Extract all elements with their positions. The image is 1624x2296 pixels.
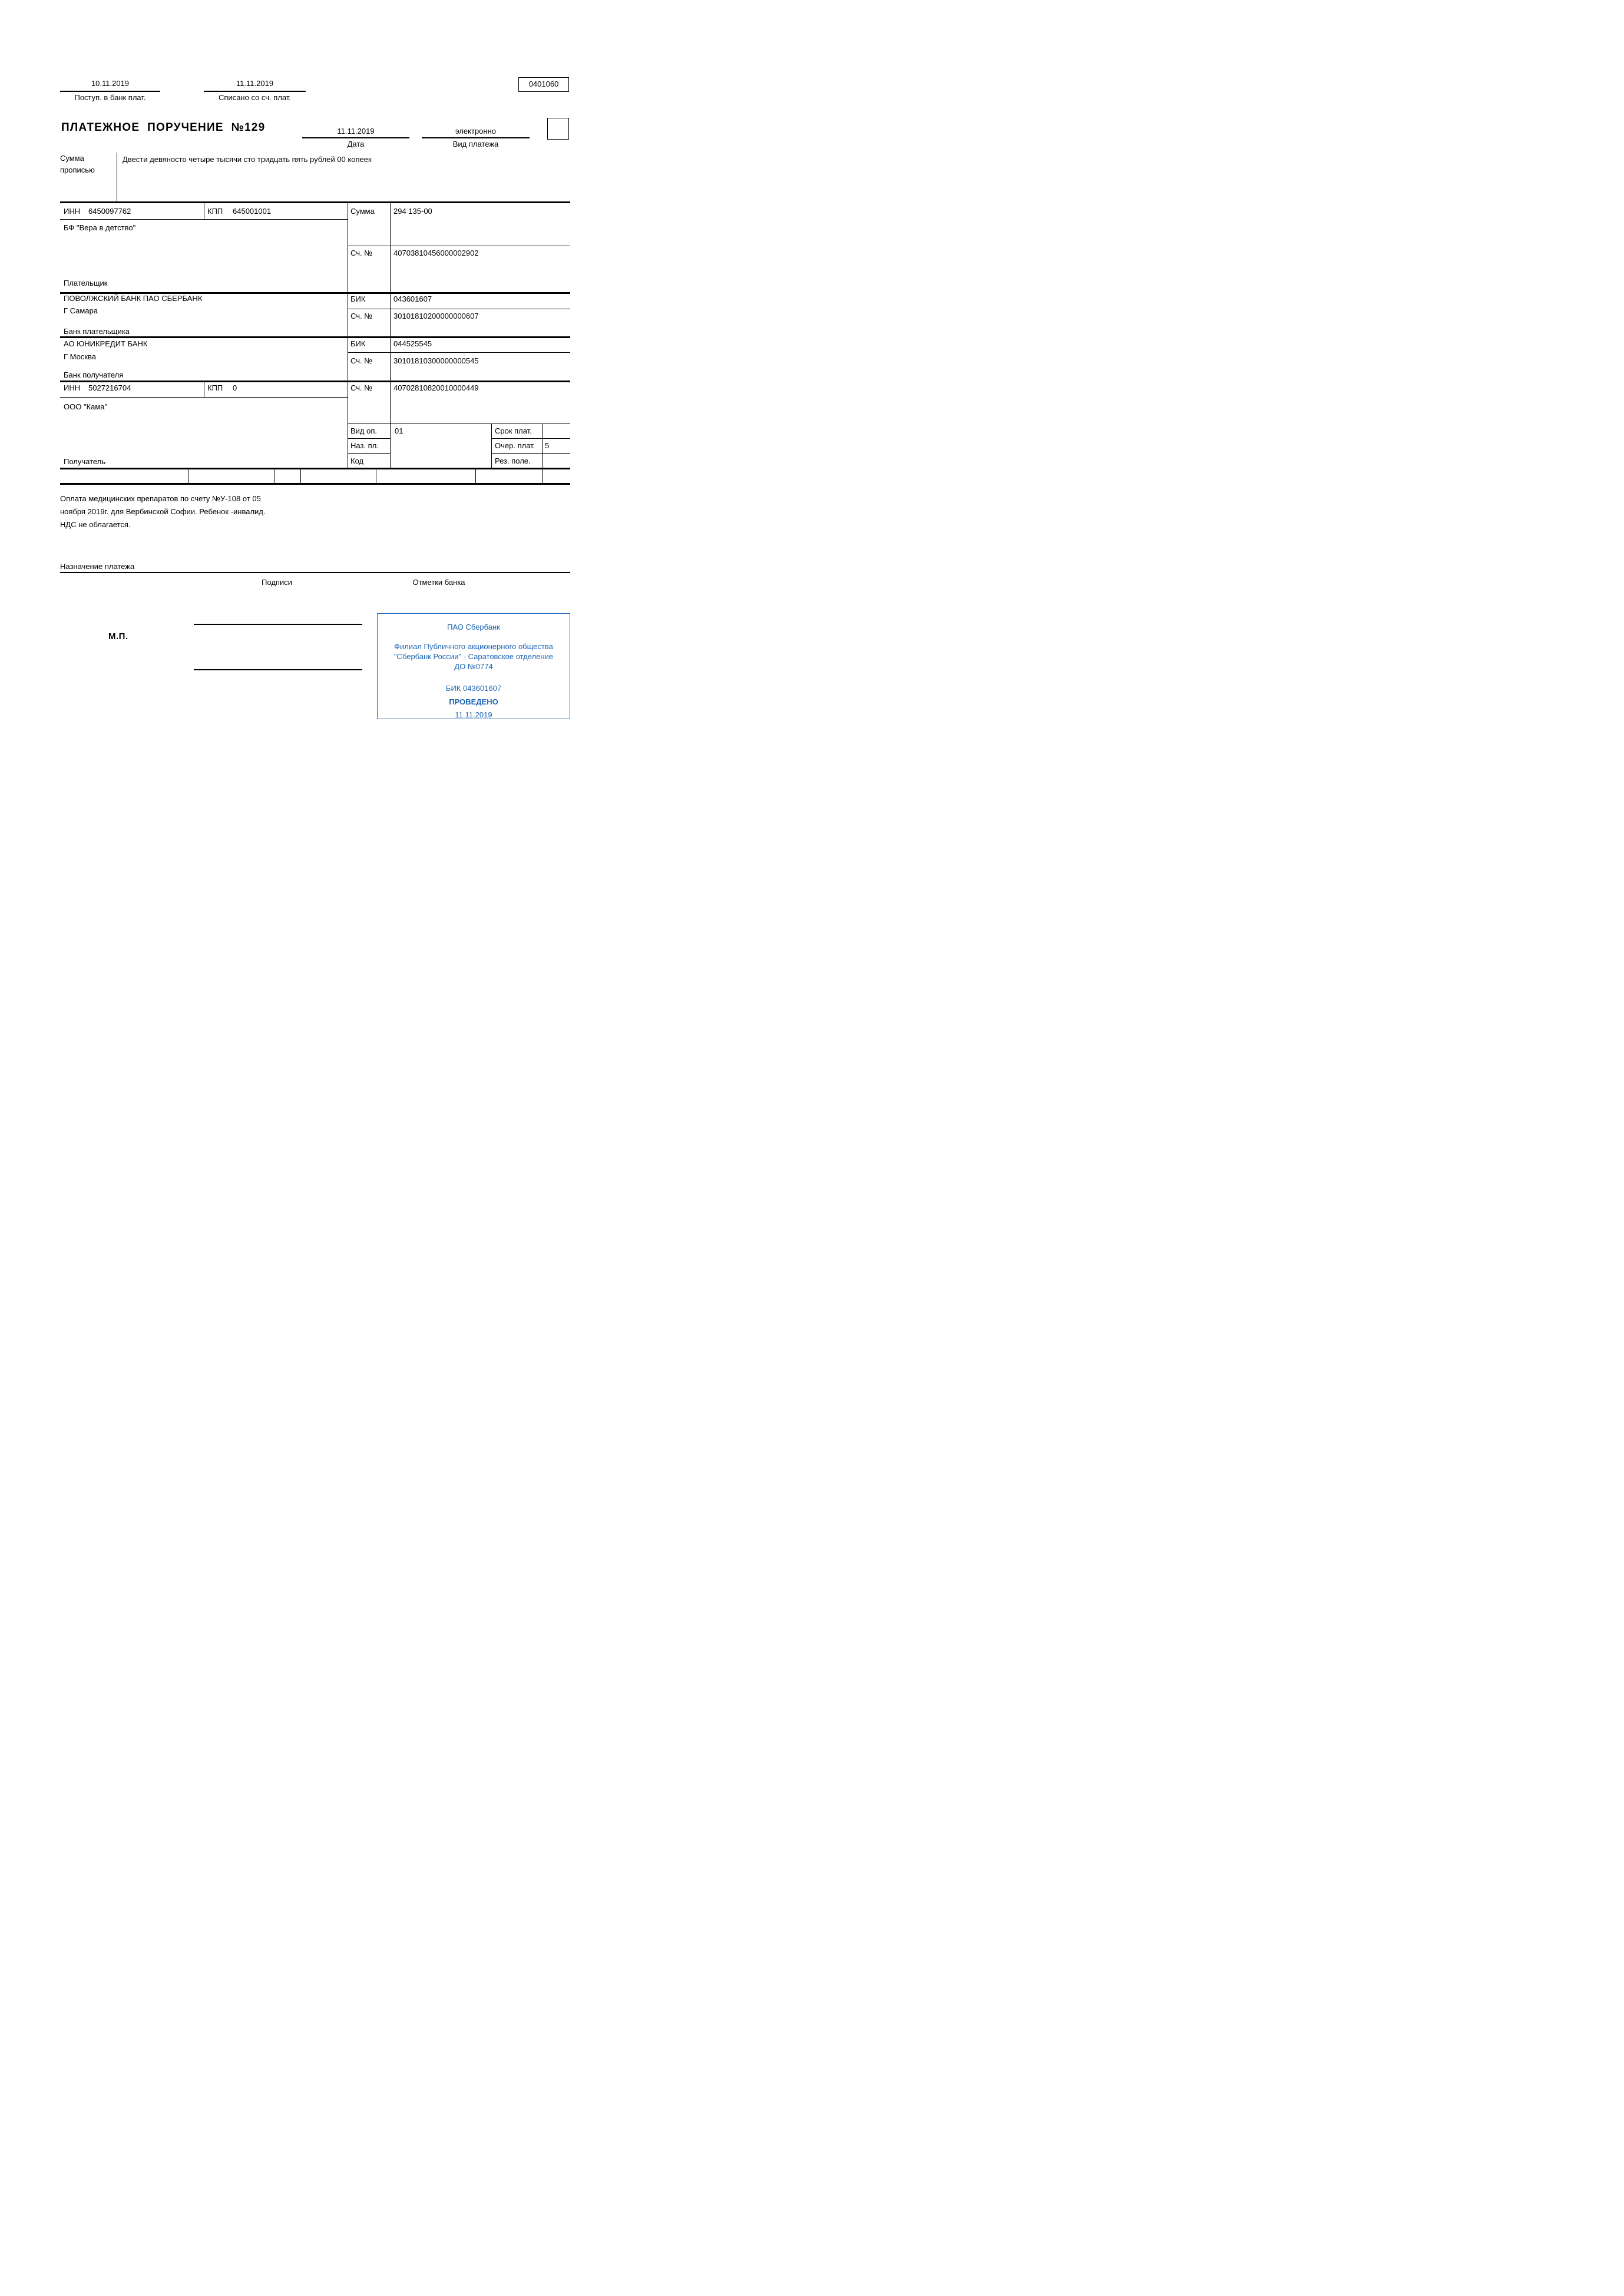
beneficiary-kpp-label: КПП xyxy=(207,383,223,392)
beneficiary-bank-section-label: Банк получателя xyxy=(64,370,124,379)
rule-line xyxy=(204,91,306,92)
payment-kind-label: Вид платежа xyxy=(452,140,499,148)
payer-name: БФ "Вера в детство" xyxy=(64,223,136,232)
received-in-bank-date: 10.11.2019 xyxy=(91,79,130,88)
purpose-code-label: Наз. пл. xyxy=(350,441,379,450)
payer-bank-bik-label: БИК xyxy=(350,295,366,303)
debited-from-account-date: 11.11.2019 xyxy=(236,79,274,88)
stamp-bik: БИК 043601607 xyxy=(445,684,502,693)
beneficiary-section-label: Получатель xyxy=(64,457,106,466)
stamp-branch-line-2: "Сбербанк России" - Саратовское отделение xyxy=(393,652,554,661)
priority-label: Очер. плат. xyxy=(495,441,535,450)
beneficiary-bank-bik-value: 044525545 xyxy=(393,339,432,348)
rule-line xyxy=(60,292,570,294)
payer-bank-bik-value: 043601607 xyxy=(393,295,432,303)
beneficiary-inn-value: 5027216704 xyxy=(88,383,131,392)
reserve-field-label: Рез. поле. xyxy=(495,456,531,465)
payer-bank-name: ПОВОЛЖСКИЙ БАНК ПАО СБЕРБАНК xyxy=(64,294,203,303)
purpose-line-3: НДС не облагается. xyxy=(60,520,131,529)
payment-kind-value: электронно xyxy=(455,127,496,135)
payer-account-label: Сч. № xyxy=(350,249,373,257)
payer-kpp-value: 645001001 xyxy=(233,207,272,216)
rule-line xyxy=(60,91,160,92)
op-kind-value: 01 xyxy=(395,426,403,435)
due-date-label: Срок плат. xyxy=(495,426,532,435)
rule-line xyxy=(60,397,348,398)
stamp-place-label: М.П. xyxy=(108,631,128,641)
code-label: Код xyxy=(350,456,364,465)
payer-bank-account-value: 30101810200000000607 xyxy=(393,312,479,320)
rule-line xyxy=(60,381,570,382)
beneficiary-bank-bik-label: БИК xyxy=(350,339,366,348)
purpose-line-1: Оплата медицинских препаратов по счету №У-108 от 05 xyxy=(60,494,261,503)
beneficiary-bank-city: Г Москва xyxy=(64,352,97,361)
stamp-branch-line-3: ДО №0774 xyxy=(454,662,493,671)
rule-line xyxy=(60,468,570,469)
rule-line xyxy=(60,336,570,338)
payer-inn-label: ИНН xyxy=(64,207,81,216)
sum-value: 294 135-00 xyxy=(393,207,432,216)
payer-bank-section-label: Банк плательщика xyxy=(64,327,130,336)
stamp-status: ПРОВЕДЕНО xyxy=(449,697,498,706)
rule-line xyxy=(542,424,543,483)
rule-line xyxy=(300,468,301,483)
beneficiary-kpp-value: 0 xyxy=(233,383,237,392)
bank-stamp xyxy=(377,613,570,719)
amount-in-words: Двести девяносто четыре тысячи сто тридцать пять рублей 00 копеек xyxy=(123,155,372,164)
stamp-date: 11.11.2019 xyxy=(455,710,492,719)
rule-line xyxy=(348,453,390,454)
stamp-branch-line-1: Филиал Публичного акционерного общества xyxy=(394,642,553,651)
beneficiary-bank-account-value: 30101810300000000545 xyxy=(393,356,479,365)
payer-section-label: Плательщик xyxy=(64,279,108,287)
received-in-bank-label: Поступ. в банк плат. xyxy=(74,93,146,102)
form-code-box xyxy=(518,77,569,92)
purpose-line-2: ноября 2019г. для Вербинской Софии. Ребенок -инвалид. xyxy=(60,507,266,516)
payer-account-value: 40703810456000002902 xyxy=(393,249,479,257)
beneficiary-inn-label: ИНН xyxy=(64,383,81,392)
beneficiary-account-value: 40702810820010000449 xyxy=(393,383,479,392)
payment-order-document xyxy=(0,0,650,918)
document-date: 11.11.2019 xyxy=(337,127,375,135)
purpose-section-label: Назначение платежа xyxy=(60,562,135,571)
rule-line xyxy=(60,572,570,573)
rule-line xyxy=(390,201,391,468)
debited-from-account-label: Списано со сч. плат. xyxy=(219,93,291,102)
beneficiary-account-label: Сч. № xyxy=(350,383,373,392)
rule-line xyxy=(491,438,570,439)
op-kind-label: Вид оп. xyxy=(350,426,378,435)
sum-label: Сумма xyxy=(350,207,375,216)
priority-value: 5 xyxy=(545,441,550,450)
beneficiary-bank-account-label: Сч. № xyxy=(350,356,373,365)
beneficiary-bank-name: АО ЮНИКРЕДИТ БАНК xyxy=(64,339,148,348)
form-code: 0401060 xyxy=(528,80,559,88)
amount-words-label-line2: прописью xyxy=(60,166,95,174)
priority-status-box xyxy=(547,118,569,140)
rule-line xyxy=(60,201,570,203)
rule-line xyxy=(60,483,570,485)
rule-line xyxy=(348,438,390,439)
rule-line xyxy=(194,669,362,670)
payer-kpp-label: КПП xyxy=(207,207,223,216)
rule-line xyxy=(60,219,348,220)
signatures-label: Подписи xyxy=(262,578,292,587)
rule-line xyxy=(348,352,570,353)
rule-line xyxy=(475,468,476,483)
payer-inn-value: 6450097762 xyxy=(88,207,131,216)
bank-marks-label: Отметки банка xyxy=(412,578,465,587)
stamp-bank-name: ПАО Сбербанк xyxy=(447,623,500,631)
payer-bank-account-label: Сч. № xyxy=(350,312,373,320)
amount-words-label-line1: Сумма xyxy=(60,154,84,163)
payer-bank-city: Г Самара xyxy=(64,306,98,315)
rule-line xyxy=(491,453,570,454)
rule-line xyxy=(491,424,492,468)
rule-line xyxy=(302,137,409,138)
date-label: Дата xyxy=(347,140,365,148)
rule-line xyxy=(194,624,362,625)
document-title: ПЛАТЕЖНОЕ ПОРУЧЕНИЕ №129 xyxy=(61,121,266,134)
beneficiary-name: ООО "Кама" xyxy=(64,402,108,411)
rule-line xyxy=(422,137,530,138)
